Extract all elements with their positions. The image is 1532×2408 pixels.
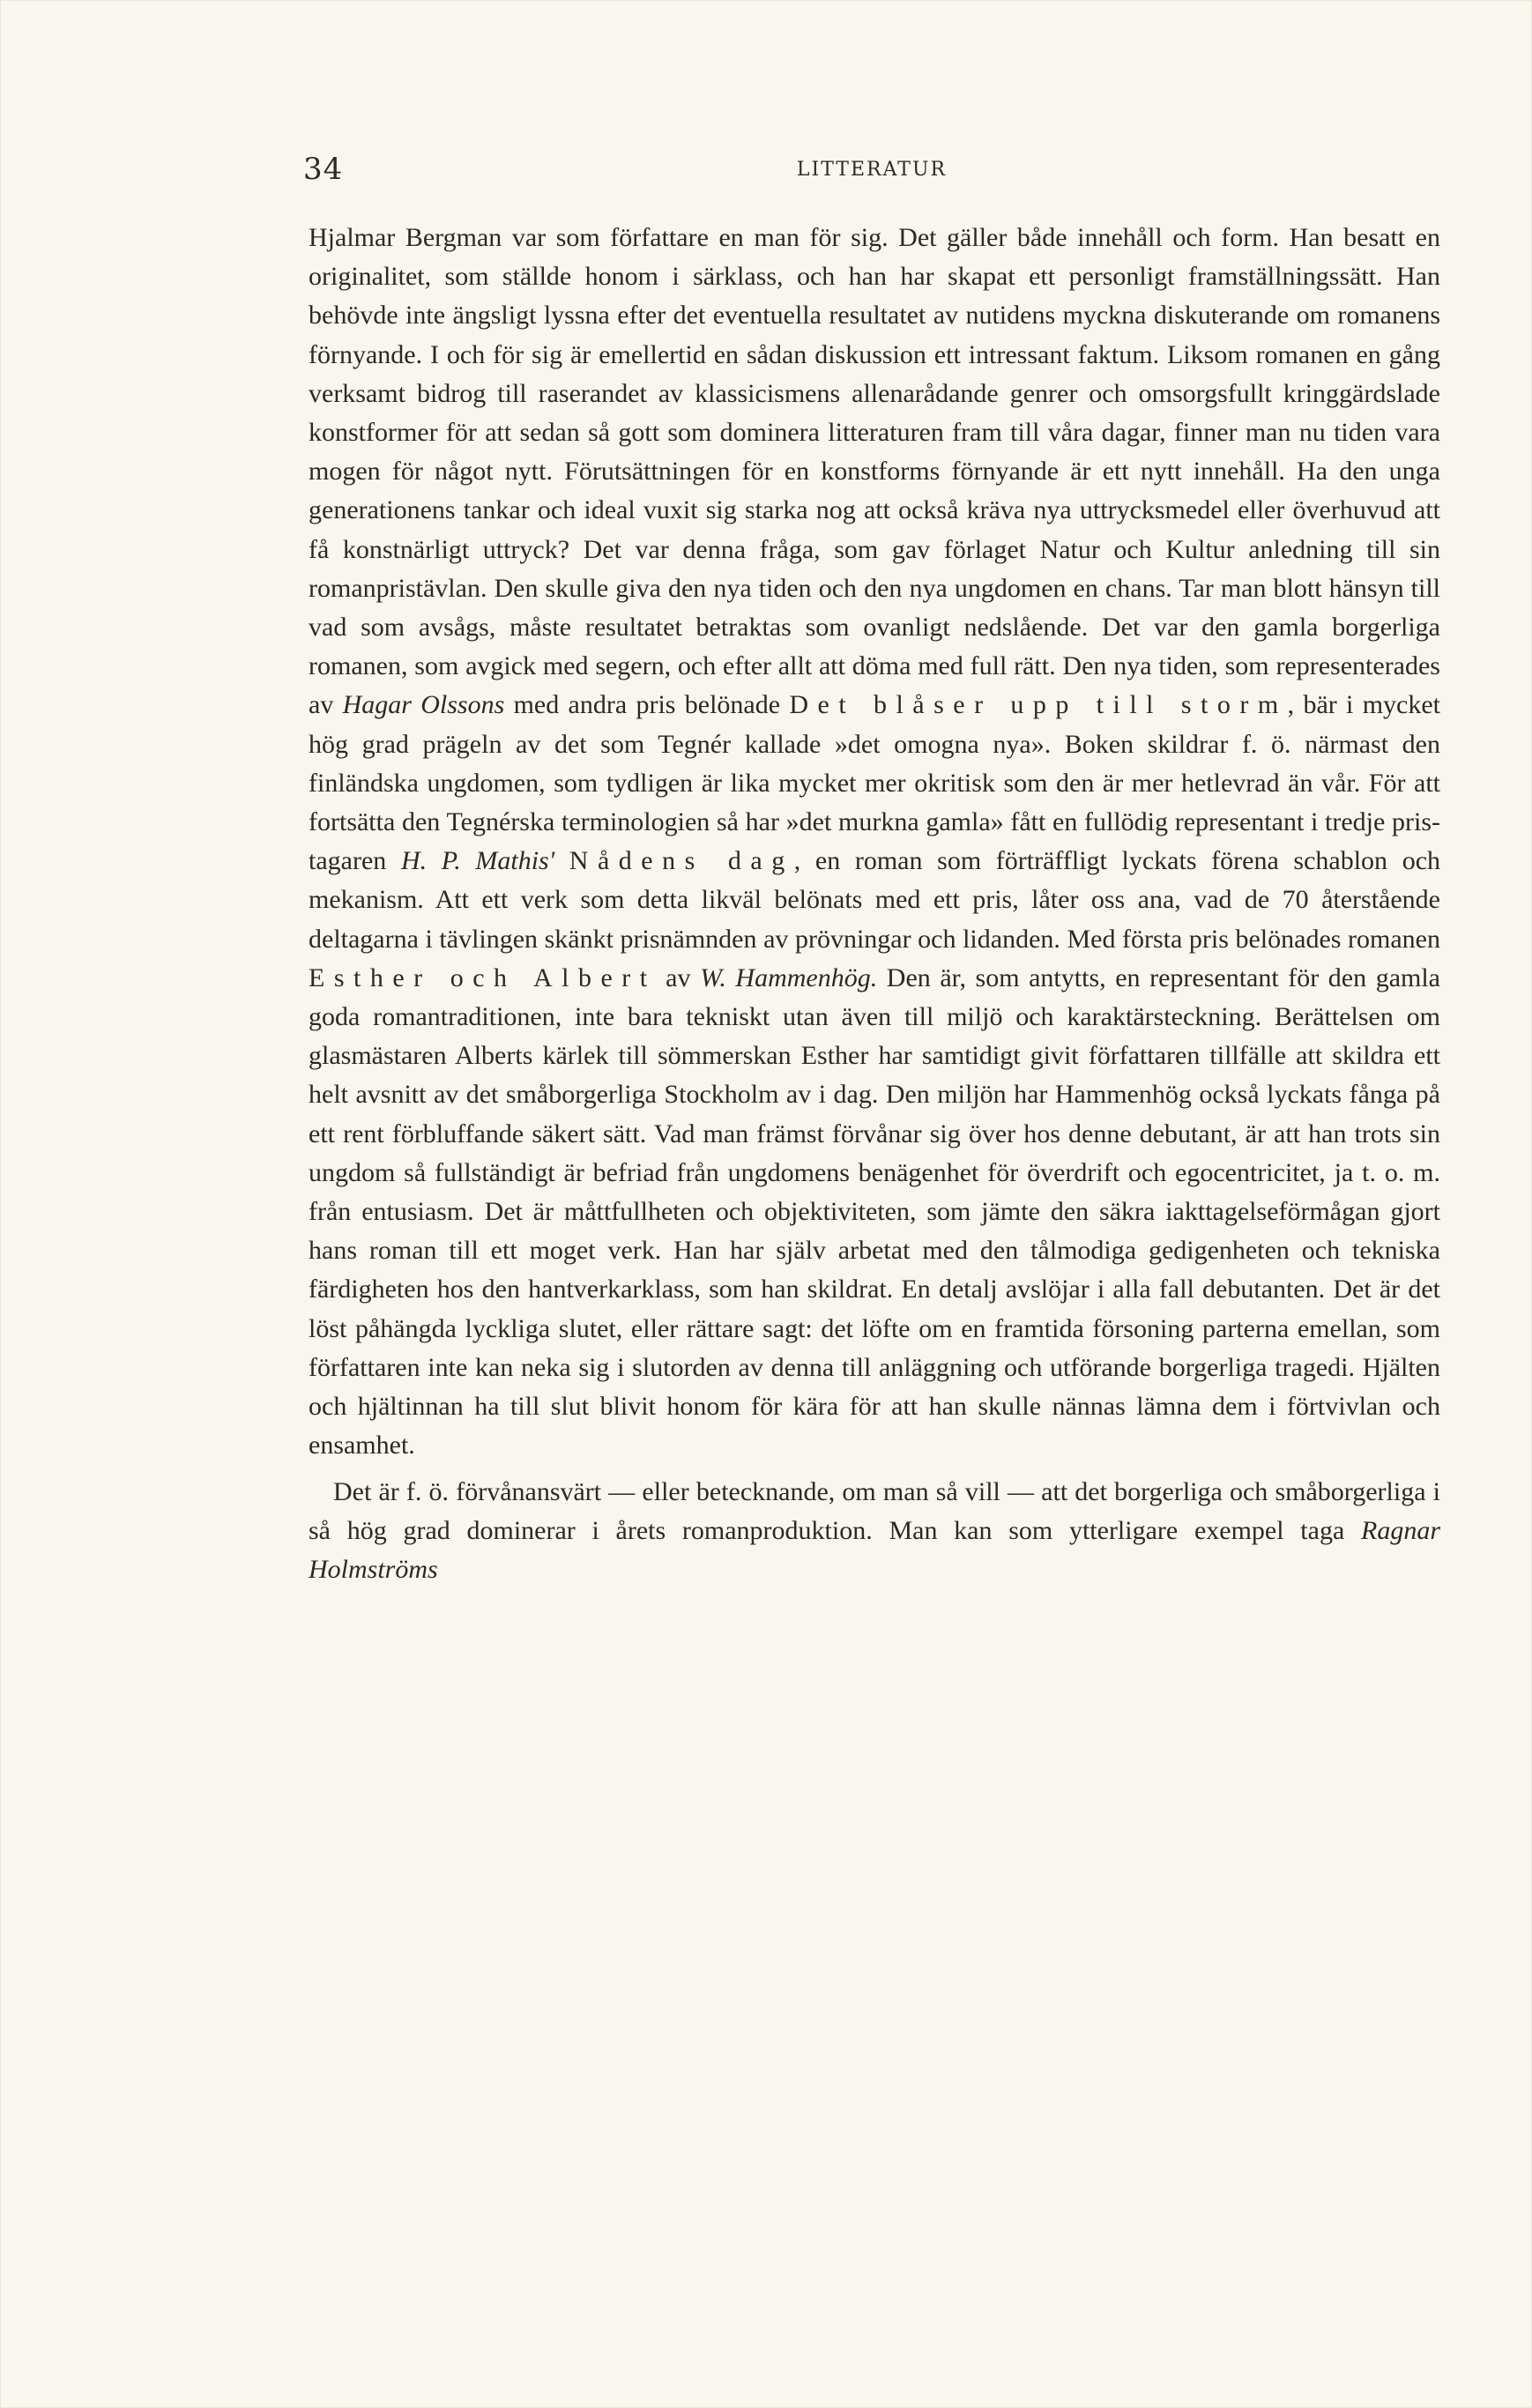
page-number: 34 [303, 152, 344, 187]
text-run: med andra pris belönade [504, 690, 790, 720]
author-name-holmstrom: Ragnar Holmströms [309, 1515, 1440, 1584]
body-text [309, 219, 1440, 1589]
text-run: , en roman som förträffligt lyckats förena schablon och mekanism. Att ett verk som detta likväl belönats med ett pris, låter oss ana, vad de 70 återstående deltagarna i tävlingen skänkt prisnämnden av prövningar och lidanden. Med första pris belönades romanen [309, 846, 1441, 954]
running-title: LITTERATUR [796, 159, 948, 181]
author-name-hammenhog: W. Hammenhög. [700, 962, 878, 992]
page-header [303, 152, 1440, 187]
book-title-nadens-dag: Nådens dag [569, 846, 794, 876]
text-run: , bär i mycket hög grad prägeln av det som Tegnér kallade »det omogna nya». Boken skildrar f. ö. närmast den finländska ungdomen, som tydligen är lika mycket mer okritisk som den är mer hetlevrad än vår. För att fortsätta den Tegnérska terminologien så har »det murkna gamla» fått en fullödig representant i tredje pristagaren [309, 690, 1440, 876]
book-title-det-blaser-upp-till-storm: Det blåser upp till storm [789, 690, 1288, 720]
text-run: Det är f. ö. förvånansvärt — eller betecknande, om man så vill — att det borgerliga och småborgerliga i så hög grad dominerar i årets romanproduktion. Man kan som ytterligare exempel taga [309, 1476, 1440, 1545]
text-run: Hjalmar Bergman var som författare en man för sig. Det gäller både innehåll och form. Han besatt en originalitet, som ställde honom i särklass, och han har skapat ett personligt framställningssätt. Han behövde inte ängsligt lyssna efter det eventuella resultatet av nutidens myckna diskuterande om romanens förnyande. I och för sig är emellertid en sådan diskussion ett intressant faktum. Liksom romanen en gång verksamt bidrog till raserandet av klassicismens allenarådande genrer och omsorgsfullt kringgärdslade konstformer för att sedan så gott som dominera litteraturen fram till våra dagar, finner man nu tiden vara mogen för något nytt. Förutsättningen för en konstforms förnyande är ett nytt innehåll. Ha den unga generationens tankar och ideal vuxit sig starka nog att också kräva nya uttrycksmedel eller överhuvud att få konstnärligt uttryck? Det var denna fråga, som gav förlaget Natur och Kultur anledning till sin romanpristävlan. Den skulle giva den nya tiden och den nya ungdomen en chans. Tar man blott hänsyn till vad som avsågs, måste resultatet betraktas som ovanligt nedslående. Det var den gamla borgerliga romanen, som avgick med segern, och efter allt att döma med full rätt. Den nya tiden, som representerades av [309, 223, 1440, 720]
paragraph-2 [309, 1473, 1440, 1590]
author-name-mathis: H. P. Mathis' [400, 846, 555, 876]
book-title-esther-och-albert: Esther och Albert [309, 962, 657, 992]
author-name-hagar-olsson: Hagar Olssons [342, 690, 505, 720]
text-run [554, 846, 569, 875]
text-run: av [656, 962, 701, 992]
text-run: Den är, som antytts, en representant för den gamla goda romantraditionen, inte bara tekniskt utan även till miljö och karaktärsteckning. Berättelsen om glasmästaren Alberts kärlek till sömmerskan Esther har samtidigt givit författaren tillfälle att skildra ett helt avsnitt av det småborgerliga Stockholm av i dag. Den miljön har Hammenhög också lyckats fånga på ett rent förbluffande säkert sätt. Vad man främst förvånar sig över hos denne debutant, är att han trots sin ungdom så fullständigt är befriad från ungdomens benägenhet för överdrift och egocentricitet, ja t. o. m. från entusiasm. Det är måttfullheten och objektiviteten, som jämte den säkra iakttagelseförmågan gjort hans roman till ett moget verk. Han har själv arbetat med den tålmodiga gedigenheten och tekniska färdigheten hos den hantverkarklass, som han skildrat. En detalj avslöjar i alla fall debutanten. Det är det löst påhängda lyckliga slutet, eller rättare sagt: det löfte om en framtida försoning parterna emellan, som författaren inte kan neka sig i slutorden av denna till anläggning och utförande borgerliga tragedi. Hjälten och hjältinnan ha till slut blivit honom för kära för att han skulle nännas lämna dem i förtvivlan och ensamhet. [309, 962, 1441, 1460]
paragraph-1 [309, 219, 1440, 1466]
